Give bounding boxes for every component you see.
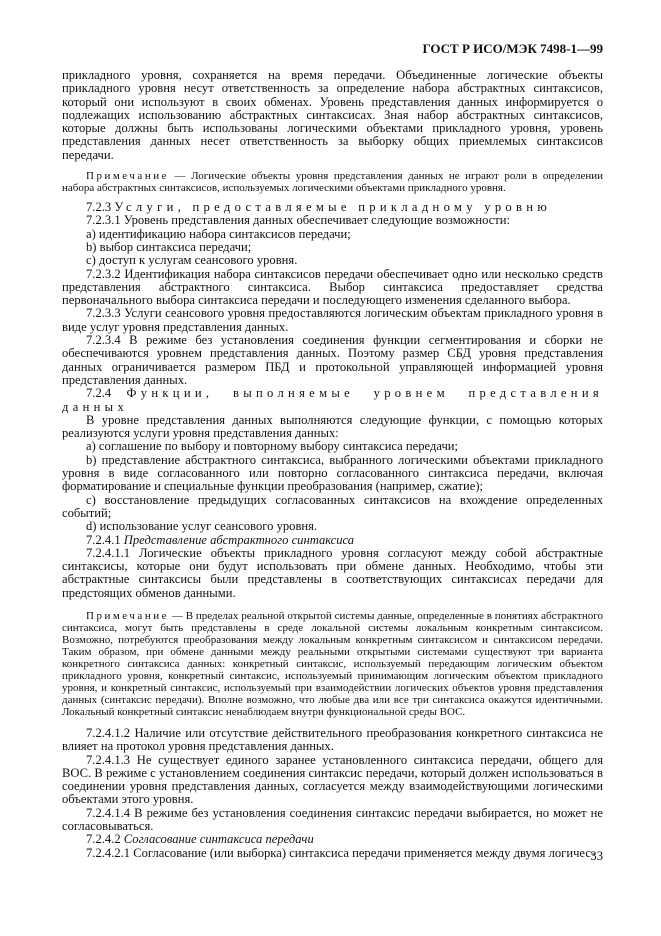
paragraph: 7.2.3.3 Услуги сеансового уровня предоставляются логическим объектам прикладного уровня в виде услуг уровня представления данных. bbox=[62, 306, 603, 334]
section-heading-7-2-3 bbox=[62, 201, 603, 214]
note-label: Примечание bbox=[86, 609, 169, 622]
section-title: Функции, выполняемые уровнем представления данных bbox=[62, 386, 603, 414]
section-heading-7-2-4 bbox=[62, 387, 603, 414]
body-text bbox=[62, 69, 603, 860]
note bbox=[62, 170, 603, 194]
note-label: Примечание bbox=[86, 170, 169, 183]
paragraph: В уровне представления данных выполняются следующие функции, с помощью которых реализуются услуги уровня представления данных: bbox=[62, 412, 603, 441]
list-item: b) выбор синтаксиса передачи; bbox=[86, 239, 252, 254]
note bbox=[62, 610, 603, 718]
list-item: d) использование услуг сеансового уровня. bbox=[86, 519, 318, 534]
paragraph: 7.2.4.1.2 Наличие или отсутствие действительного преобразования конкретного синтаксиса не влияет на протокол уровня представления данных. bbox=[62, 725, 603, 754]
paragraph: прикладного уровня, сохраняется на время передачи. Объединенные логические объекты прикладного уровня несут ответственность за определение набора абстрактных синтаксисов, который они используют в своих обменах. Уровень представления данных информируется о подлежащих использованию абстрактных синтаксисах. Зная набор абстрактных синтаксисов, которые должны быть использованы логическими объектами прикладного уровня, уровень представления данных несет ответственность за выборку общих приемлемых синтаксисов передачи. bbox=[62, 68, 603, 162]
note-text: — В пределах реальной открытой системы данные, определенные в понятиях абстрактного синтаксиса, могут быть представлены в среде локальной системы локальным конкретным синтаксисом. Возможно, потребуются преобразования между локальным конкретным синтаксисом и синтаксисом передачи. Таким образом, при обмене данными между реальными открытыми системами существуют три варианта конкретного синтаксиса данных: конкретный синтаксис, используемый передающим логическим объектом прикладного уровня, конкретный синтаксис, используемый принимающим логическим объектом прикладного уровня, и конкретный синтаксис, используемый при взаимодействии логических объектов уровня представления данных (синтаксис передачи). Вполне возможно, что любые два или все три синтаксиса окажутся идентичными. Локальный конкретный синтаксис ненаблюдаем внутри функциональной среды ВОС. bbox=[62, 609, 603, 718]
note-text: — Логические объекты уровня представления данных не играют роли в определении набора абстрактных синтаксисов, используемых логическими объектами прикладного уровня. bbox=[62, 170, 603, 195]
list-item: b) представление абстрактного синтаксиса, выбранного логическими объектами прикладного уровня в виде согласованного или повторно согласованного синтаксиса передачи, включая форматирование и специальные функции преобразования (например, сжатие); bbox=[62, 452, 603, 494]
section-number: 7.2.3 bbox=[86, 200, 115, 215]
running-header: ГОСТ Р ИСО/МЭК 7498-1—99 bbox=[422, 41, 603, 56]
subsection-heading-7-2-4-2 bbox=[62, 833, 603, 846]
list-item: c) доступ к услугам сеансового уровня. bbox=[86, 253, 298, 268]
section-number: 7.2.4 bbox=[86, 386, 127, 401]
section-title: Услуги, предоставляемые прикладному уровню bbox=[114, 200, 552, 215]
paragraph: 7.2.4.1.3 Не существует единого заранее установленного синтаксиса передачи, общего для ВОС. В режиме с установлением соединения синтаксис передачи, который должен использоваться в соединении уровня представления данных, согласуется между взаимодействующими логическими объектами этого уровня. bbox=[62, 752, 603, 807]
list-item: a) соглашение по выбору и повторному выбору синтаксиса передачи; bbox=[86, 439, 459, 454]
paragraph: 7.2.4.1.4 В режиме без установления соединения синтаксис передачи выбирается, но может не согласовываться. bbox=[62, 805, 603, 834]
section-number: 7.2.4.1 bbox=[86, 532, 124, 547]
page-number: 33 bbox=[590, 849, 603, 863]
paragraph: 7.2.3.4 В режиме без установления соединения функции сегментирования и сборки не обеспечиваются уровнем представления данных. Поэтому размер СБД уровня представления данных ограничивается размером ПБД и протокольной управляющей информацией уровня представления данных. bbox=[62, 333, 603, 387]
paragraph: 7.2.4.1.1 Логические объекты прикладного уровня согласуют между собой абстрактные синтаксисы, которые они будут использовать при обмене данных. Необходимо, чтобы эти абстрактные синтаксисы были представлены в соответствующих синтаксисах передачи для предстоящих обменов данными. bbox=[62, 545, 603, 600]
subsection-heading-7-2-4-1 bbox=[62, 534, 603, 547]
list-item: c) восстановление предыдущих согласованных синтаксисов на вхождение определенных событий; bbox=[62, 492, 603, 520]
section-title: Представление абстрактного синтаксиса bbox=[123, 532, 355, 547]
paragraph: 7.2.3.2 Идентификация набора синтаксисов передачи обеспечивает одно или несколько средств представления абстрактного синтаксиса. Выбор синтаксиса предоставляет средства первоначального выбора синтаксиса передачи и последующего изменения сделанного выбора. bbox=[62, 266, 603, 308]
section-number: 7.2.4.2 bbox=[86, 832, 124, 847]
paragraph: 7.2.3.1 Уровень представления данных обеспечивает следующие возможности: bbox=[86, 213, 511, 228]
paragraph: 7.2.4.2.1 Согласование (или выборка) синтаксиса передачи применяется между двумя логичес- bbox=[86, 845, 596, 860]
section-title: Согласование синтаксиса передачи bbox=[123, 832, 314, 847]
list-item: a) идентификацию набора синтаксисов передачи; bbox=[86, 226, 351, 241]
